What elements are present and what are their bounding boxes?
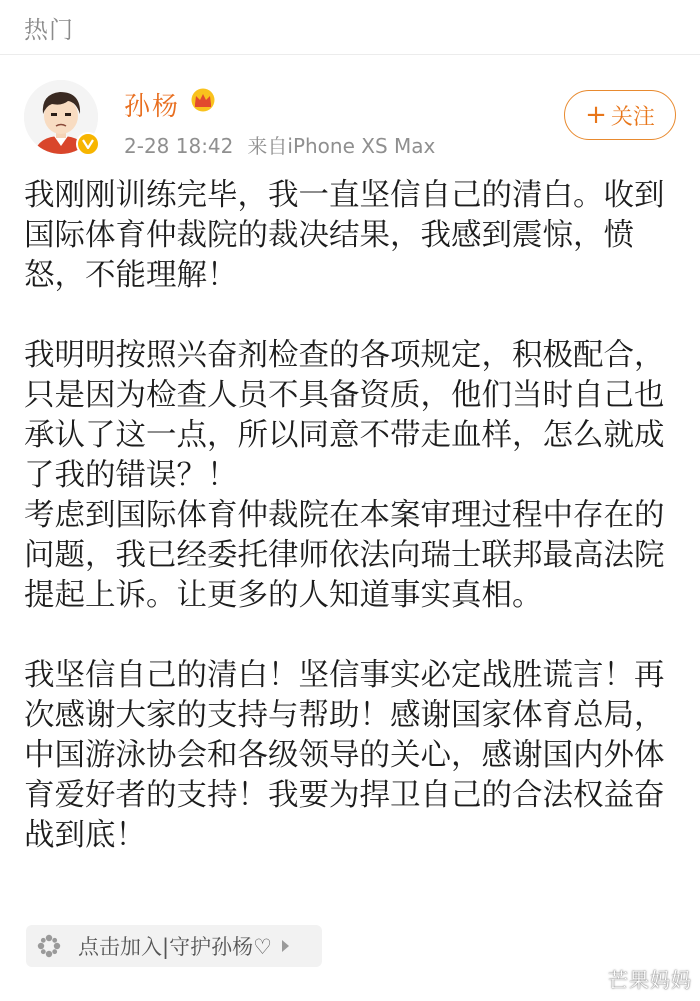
- topic-label: 点击加入|守护孙杨♡: [78, 935, 272, 959]
- paragraph-gap: [24, 296, 674, 336]
- chevron-right-icon: [282, 940, 289, 952]
- post-time: 2-28 18:42: [124, 134, 234, 158]
- paragraph-3: 考虑到国际体育仲裁院在本案审理过程中存在的问题，我已经委托律师依法向瑞士联邦最高法院提起上诉。让更多的人知道事实真相。: [24, 498, 665, 613]
- paragraph-4: 我坚信自己的清白！坚信事实必定战胜谎言！再次感谢大家的支持与帮助！感谢国家体育总局，中国游泳协会和各级领导的关心，感谢国内外体育爱好者的支持！我要为捍卫自己的合法权益奋战到底！: [24, 658, 665, 853]
- follow-label: 关注: [610, 104, 655, 130]
- top-bar: [0, 0, 700, 55]
- user-name[interactable]: 孙杨: [124, 92, 181, 122]
- plus-icon: +: [585, 100, 607, 130]
- post-meta: [124, 130, 435, 159]
- post-content: [24, 176, 674, 856]
- follow-button[interactable]: [564, 90, 676, 140]
- post-source: 来自iPhone XS Max: [247, 134, 436, 158]
- crown-icon: [190, 88, 216, 112]
- verified-v-icon: [76, 132, 100, 156]
- paragraph-gap: [24, 616, 674, 656]
- paragraph-2: 我明明按照兴奋剂检查的各项规定，积极配合，只是因为检查人员不具备资质，他们当时自己也承认了这一点，所以同意不带走血样，怎么就成了我的错误？！: [24, 338, 665, 493]
- page-title: 热门: [24, 15, 74, 44]
- watermark: 芒果妈妈: [608, 968, 692, 992]
- paragraph-1: 我刚刚训练完毕，我一直坚信自己的清白。收到国际体育仲裁院的裁决结果，我感到震惊，愤怒，不能理解！: [24, 178, 665, 293]
- pinwheel-icon: [36, 933, 62, 959]
- topic-link[interactable]: [26, 925, 322, 967]
